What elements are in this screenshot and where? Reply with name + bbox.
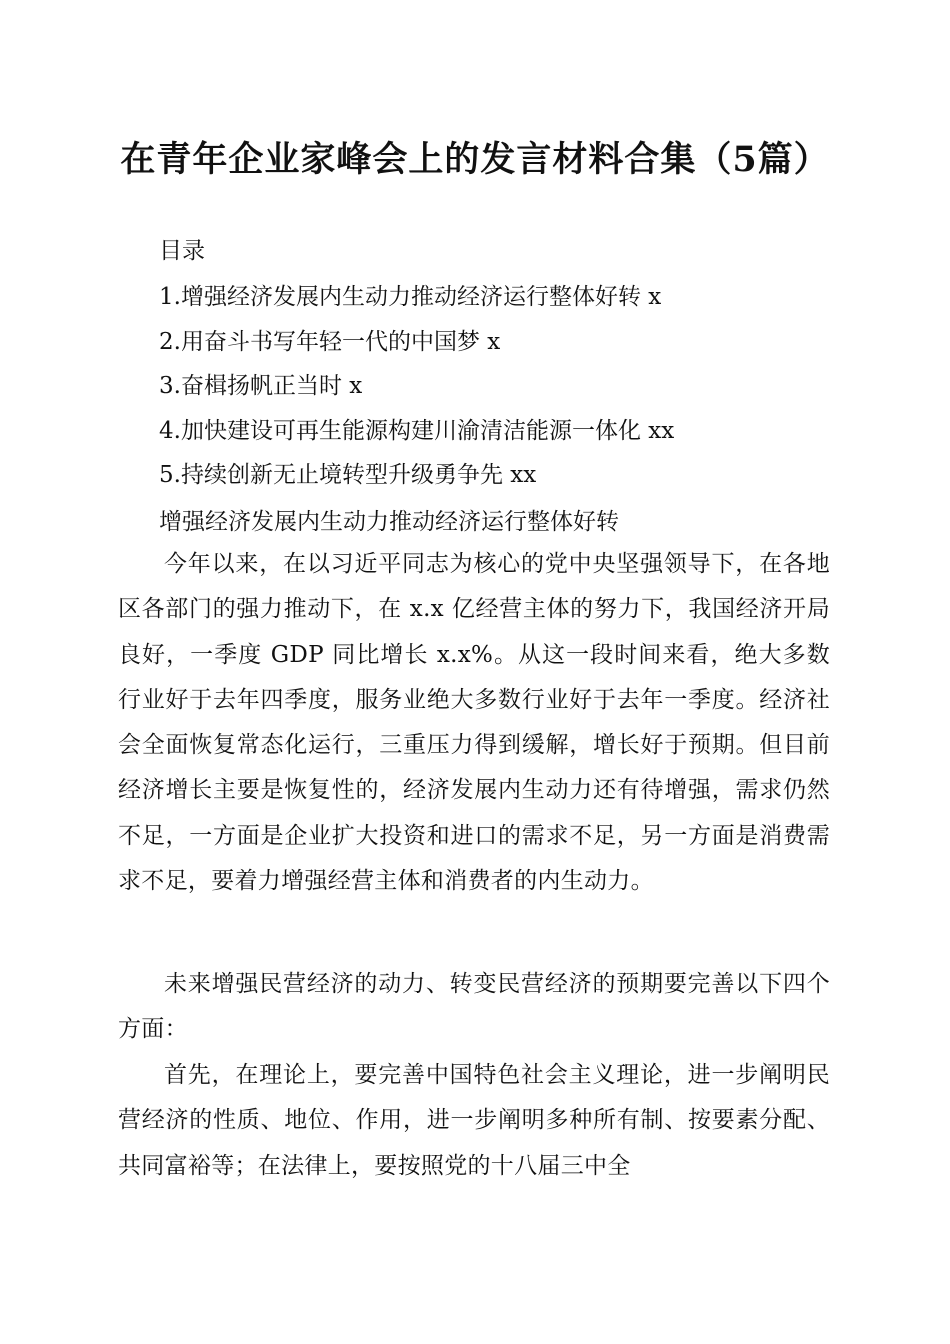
body-paragraph: 今年以来，在以习近平同志为核心的党中央坚强领导下，在各地区各部门的强力推动下，在 x.x 亿经营主体的努力下，我国经济开局良好，一季度 GDP 同比增长 x.x%。从这一段时间来看，绝大多数行业好于去年四季度，服务业绝大多数行业好于去年一季度。经济社会全面恢复常态化运行，三重压力得到缓解，增长好于预期。但目前经济增长主要是恢复性的，经济发展内生动力还有待增强，需求仍然不足，一方面是企业扩大投资和进口的需求不足，另一方面是消费需求不足，要着力增强经营主体和消费者的内生动力。 bbox=[118, 551, 830, 895]
toc-item: 1.增强经济发展内生动力推动经济运行整体好转 x bbox=[159, 284, 662, 310]
toc-item: 4.加快建设可再生能源构建川渝清洁能源一体化 xx bbox=[159, 417, 675, 444]
body-paragraph: 未来增强民营经济的动力、转变民营经济的预期要完善以下四个方面： bbox=[118, 971, 830, 1043]
toc-item: 2.用奋斗书写年轻一代的中国梦 x bbox=[159, 328, 501, 355]
toc-item: 5.持续创新无止境转型升级勇争先 xx bbox=[159, 462, 537, 488]
toc-heading: 目录 bbox=[159, 238, 205, 264]
section-title: 增强经济发展内生动力推动经济运行整体好转 bbox=[159, 509, 619, 535]
body-paragraph: 首先，在理论上，要完善中国特色社会主义理论，进一步阐明民营经济的性质、地位、作用，进一步阐明多种所有制、按要素分配、共同富裕等；在法律上，要按照党的十八届三中全 bbox=[118, 1062, 830, 1179]
toc-item: 3.奋楫扬帆正当时 x bbox=[159, 373, 363, 399]
table-of-contents bbox=[159, 280, 674, 503]
document-title: 在青年企业家峰会上的发言材料合集（5篇） bbox=[120, 139, 830, 180]
